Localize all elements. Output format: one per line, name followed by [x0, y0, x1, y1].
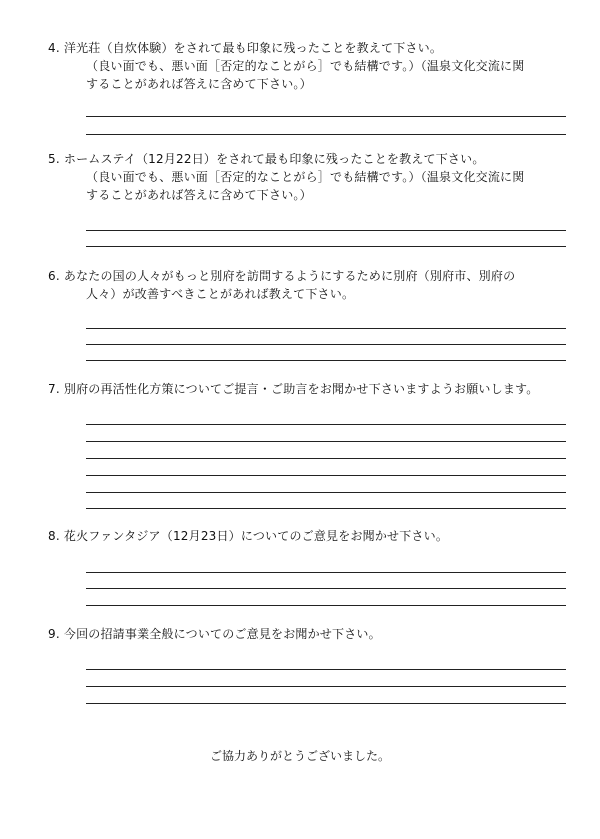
answer-line[interactable] [86, 508, 566, 509]
answer-line[interactable] [86, 116, 566, 117]
question-7-text: 7. 別府の再活性化方策についてご提言・ご助言をお聞かせ下さいますようお願いします。 [48, 382, 539, 396]
answer-line[interactable] [86, 669, 566, 670]
answer-line[interactable] [86, 686, 566, 687]
question-6-text: 6. あなたの国の人々がもっと別府を訪問するようにするために別府（別府市、別府の [48, 269, 516, 283]
answer-line[interactable] [86, 458, 566, 459]
answer-line[interactable] [86, 475, 566, 476]
question-9-text: 9. 今回の招請事業全般についてのご意見をお聞かせ下さい。 [48, 627, 381, 641]
question-4-note-cont: することがあれば答えに含めて下さい。） [86, 77, 312, 91]
answer-line[interactable] [86, 230, 566, 231]
answer-line[interactable] [86, 441, 566, 442]
question-5-note-cont: することがあれば答えに含めて下さい。） [86, 188, 312, 202]
answer-line[interactable] [86, 605, 566, 606]
answer-line[interactable] [86, 360, 566, 361]
answer-line[interactable] [86, 703, 566, 704]
answer-line[interactable] [86, 328, 566, 329]
question-5-note: （良い面でも、悪い面［否定的なことがら］でも結構です。）（温泉文化交流に関 [86, 170, 525, 184]
question-5-text: 5. ホームステイ（12月22日）をされて最も印象に残ったことを教えて下さい。 [48, 152, 485, 166]
answer-line[interactable] [86, 134, 566, 135]
answer-line[interactable] [86, 588, 566, 589]
answer-line[interactable] [86, 492, 566, 493]
question-4-note: （良い面でも、悪い面［否定的なことがら］でも結構です。）（温泉文化交流に関 [86, 59, 525, 73]
question-6-text-cont: 人々）が改善すべきことがあれば教えて下さい。 [86, 287, 355, 301]
answer-line[interactable] [86, 344, 566, 345]
closing-message: ご協力ありがとうございました。 [209, 749, 390, 763]
answer-line[interactable] [86, 572, 566, 573]
question-8-text: 8. 花火ファンタジア（12月23日）についてのご意見をお聞かせ下さい。 [48, 529, 449, 543]
answer-line[interactable] [86, 246, 566, 247]
answer-line[interactable] [86, 424, 566, 425]
question-4-text: 4. 洋光荘（自炊体験）をされて最も印象に残ったことを教えて下さい。 [48, 41, 443, 55]
